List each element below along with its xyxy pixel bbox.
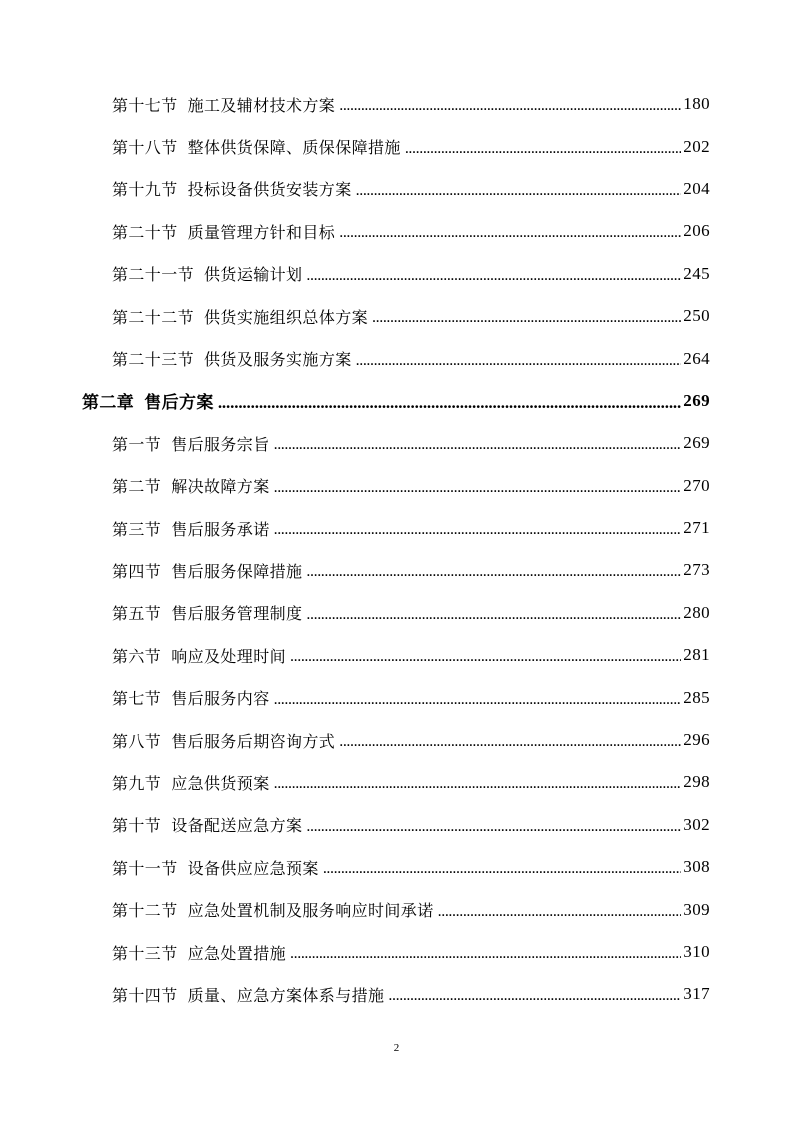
- toc-entry-page: 280: [683, 602, 710, 622]
- toc-leader-dots: [218, 393, 681, 413]
- toc-entry-title: 整体供货保障、质保保障措施: [187, 138, 401, 158]
- toc-entry[interactable]: [0, 125, 710, 167]
- toc-entry-title: 施工及辅材技术方案: [187, 95, 336, 115]
- toc-entry-number: 第八节: [112, 731, 162, 751]
- toc-entry-page: 269: [683, 433, 710, 453]
- toc-entry-number: 第十七节: [112, 95, 178, 115]
- toc-entry-page: 273: [683, 560, 710, 580]
- toc-entry-title: 供货及服务实施方案: [204, 350, 352, 370]
- toc-entry-page: 281: [683, 645, 710, 665]
- toc-entry-title: 应急供货预案: [171, 773, 270, 793]
- toc-entry-page: 310: [683, 942, 710, 961]
- toc-entry-page: 317: [683, 984, 710, 1004]
- toc-leader-dots: [274, 775, 682, 793]
- toc-entry-number: 第九节: [112, 773, 162, 793]
- toc-leader-dots: [274, 691, 682, 709]
- toc-entry-title: 售后服务承诺: [171, 519, 270, 539]
- toc-leader-dots: [356, 352, 682, 370]
- toc-leader-dots: [339, 97, 681, 115]
- toc-leader-dots: [306, 563, 681, 581]
- toc-leader-dots: [339, 733, 681, 751]
- toc-entry[interactable]: [0, 592, 710, 634]
- toc-entry-page: 206: [683, 221, 710, 241]
- toc-leader-dots: [438, 903, 682, 921]
- toc-entry-title: 售后服务宗旨: [171, 434, 270, 454]
- toc-leader-dots: [274, 436, 682, 454]
- toc-entry[interactable]: [0, 422, 710, 464]
- toc-entry-page: 202: [683, 136, 710, 156]
- toc-entry-title: 供货运输计划: [204, 265, 303, 285]
- toc-entry-page: 302: [683, 814, 710, 834]
- toc-entry-number: 第十九节: [112, 180, 178, 200]
- toc-entry-number: 第二十节: [112, 222, 178, 242]
- table-of-contents: [0, 83, 793, 1016]
- toc-entry-page: 270: [683, 475, 710, 495]
- toc-entry-title: 应急处置措施: [187, 943, 287, 963]
- toc-entry[interactable]: [0, 804, 710, 846]
- toc-entry-page: 250: [683, 306, 710, 326]
- toc-entry-page: 296: [683, 730, 710, 750]
- toc-leader-dots: [339, 224, 681, 242]
- toc-entry[interactable]: [0, 634, 710, 676]
- toc-entry-title: 供货实施组织总体方案: [204, 307, 369, 327]
- toc-entry-title: 售后服务后期咨询方式: [171, 731, 336, 751]
- toc-entry-title: 应急处置机制及服务响应时间承诺: [187, 901, 434, 921]
- toc-entry-title: 设备供应应急预案: [187, 858, 319, 878]
- toc-entry-title: 质量、应急方案体系与措施: [187, 985, 385, 1005]
- toc-entry[interactable]: [0, 337, 710, 379]
- toc-leader-dots: [372, 309, 681, 327]
- toc-leader-dots: [290, 648, 681, 666]
- toc-leader-dots: [274, 479, 682, 497]
- toc-entry-number: 第二十一节: [112, 265, 195, 285]
- toc-entry[interactable]: [0, 83, 710, 125]
- toc-entry-number: 第二十二节: [112, 307, 195, 327]
- toc-entry-page: 309: [683, 899, 710, 919]
- toc-entry-number: 第七节: [112, 689, 162, 709]
- toc-leader-dots: [274, 521, 682, 539]
- toc-leader-dots: [306, 606, 681, 624]
- toc-entry-title: 售后服务管理制度: [171, 604, 303, 624]
- toc-entry-title: 解决故障方案: [171, 477, 270, 497]
- toc-entry-number: 第二节: [112, 477, 162, 497]
- toc-entry-number: 第五节: [112, 604, 162, 624]
- toc-entry-number: 第四节: [112, 561, 162, 581]
- toc-entry-title: 质量管理方针和目标: [187, 222, 336, 242]
- toc-entry[interactable]: [0, 507, 710, 549]
- toc-leader-dots: [290, 945, 681, 963]
- toc-entry-number: 第二十三节: [112, 350, 195, 370]
- toc-entry-title: 响应及处理时间: [171, 646, 287, 666]
- toc-entry[interactable]: [0, 888, 710, 930]
- toc-entry-title: 设备配送应急方案: [171, 816, 303, 836]
- toc-chapter-entry[interactable]: [0, 380, 710, 422]
- toc-chapter-page: 269: [683, 390, 710, 410]
- toc-entry-page: 285: [683, 687, 710, 707]
- toc-entry-number: 第六节: [112, 646, 162, 666]
- toc-entry-number: 第十四节: [112, 985, 178, 1005]
- toc-entry-page: 180: [683, 94, 710, 114]
- toc-entry-number: 第十三节: [112, 943, 178, 963]
- toc-entry-number: 第十八节: [112, 138, 178, 158]
- toc-chapter-title: 售后方案: [144, 393, 214, 414]
- toc-entry-title: 售后服务内容: [171, 689, 270, 709]
- toc-entry-title: 投标设备供货安装方案: [187, 180, 352, 200]
- toc-leader-dots: [356, 182, 682, 200]
- toc-entry[interactable]: [0, 168, 710, 210]
- page-number: 2: [393, 1042, 400, 1054]
- toc-entry-page: 245: [683, 263, 710, 283]
- toc-leader-dots: [405, 140, 681, 158]
- toc-leader-dots: [323, 860, 681, 878]
- toc-entry[interactable]: [0, 465, 710, 507]
- toc-entry-number: 第十节: [112, 816, 162, 836]
- toc-entry-page: 204: [683, 178, 710, 198]
- toc-entry[interactable]: [0, 676, 710, 718]
- toc-entry-page: 264: [683, 348, 710, 368]
- toc-entry-number: 第十二节: [112, 901, 178, 921]
- toc-entry-title: 售后服务保障措施: [171, 561, 303, 581]
- toc-entry[interactable]: [0, 210, 710, 252]
- toc-entry[interactable]: [0, 253, 710, 295]
- toc-entry[interactable]: [0, 549, 710, 591]
- toc-entry[interactable]: [0, 719, 710, 761]
- toc-entry[interactable]: [0, 295, 710, 337]
- toc-entry-page: 308: [683, 857, 710, 877]
- toc-entry[interactable]: [0, 761, 710, 803]
- toc-leader-dots: [306, 267, 681, 285]
- toc-entry[interactable]: [0, 846, 710, 888]
- toc-entry-page: 298: [683, 772, 710, 792]
- toc-leader-dots: [306, 818, 681, 836]
- toc-entry-number: 第三节: [112, 519, 162, 539]
- toc-entry[interactable]: [0, 931, 710, 973]
- toc-chapter-number: 第二章: [82, 393, 135, 414]
- toc-entry-number: 第十一节: [112, 858, 178, 878]
- toc-leader-dots: [388, 987, 681, 1005]
- toc-entry[interactable]: [0, 973, 710, 1015]
- toc-entry-number: 第一节: [112, 434, 162, 454]
- toc-entry-page: 271: [683, 518, 710, 538]
